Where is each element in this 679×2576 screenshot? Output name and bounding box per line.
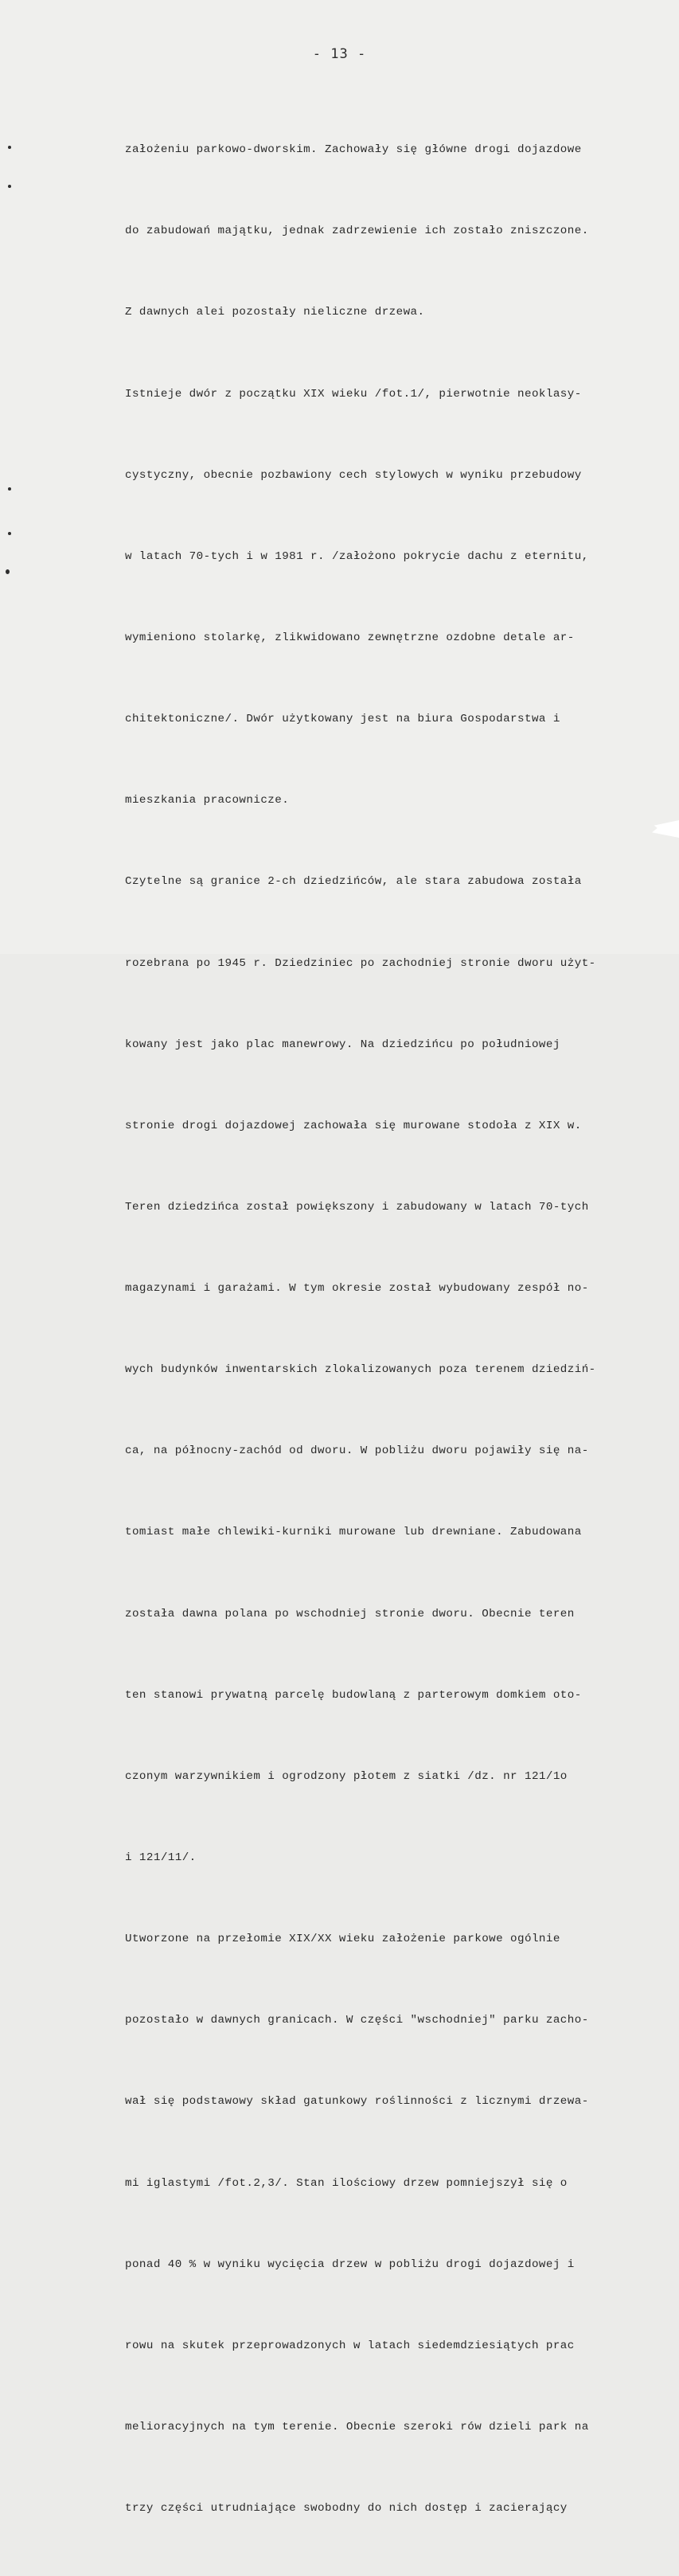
page-number: - 13 - — [312, 46, 367, 62]
margin-dot — [8, 487, 11, 491]
text-line: ten stanowi prywatną parcelę budowlaną z parterowym domkiem oto- — [125, 1688, 582, 1702]
text-line: magazynami i garażami. W tym okresie został wybudowany zespół no- — [125, 1282, 589, 1296]
text-line: stronie drogi dojazdowej zachowała się murowane stodoła z XIX w. — [125, 1119, 582, 1132]
text-line: tomiast małe chlewiki-kurniki murowane lub drewniane. Zabudowana — [125, 1526, 582, 1539]
text-line: pozostało w dawnych granicach. W części "wschodniej" parku zacho- — [125, 2014, 589, 2027]
text-line: Teren dziedzińca został powiększony i zabudowany w latach 70-tych — [125, 1200, 589, 1214]
margin-dot — [8, 185, 11, 188]
text-line: czonym warzywnikiem i ogrodzony płotem z siatki /dz. nr 121/1o — [125, 1769, 568, 1783]
text-line: mieszkania pracownicze. — [125, 794, 290, 807]
text-line: cystyczny, obecnie pozbawiony cech stylowych w wyniku przebudowy — [125, 468, 582, 482]
text-line: rowu na skutek przeprowadzonych w latach siedemdziesiątych prac — [125, 2339, 575, 2352]
margin-dot — [6, 569, 10, 574]
text-line: i 121/11/. — [125, 1851, 197, 1865]
text-line: wał się podstawowy skład gatunkowy roślinności z licznymi drzewa- — [125, 2095, 589, 2109]
text-line: melioracyjnych na tym terenie. Obecnie szeroki rów dzieli park na — [125, 2421, 589, 2434]
text-line: ponad 40 % w wyniku wycięcia drzew w pobliżu drogi dojazdowej i — [125, 2257, 575, 2271]
text-line: Istnieje dwór z początku XIX wieku /fot.1/, pierwotnie neoklasy- — [125, 387, 582, 401]
body-text — [125, 82, 674, 2576]
text-line: rozebrana po 1945 r. Dziedziniec po zachodniej stronie dworu użyt- — [125, 956, 596, 970]
text-line: ca, na północny-zachód od dworu. W pobliżu dworu pojawiły się na- — [125, 1444, 589, 1458]
text-line: Z dawnych alei pozostały nieliczne drzewa. — [125, 306, 425, 319]
text-line: wych budynków inwentarskich zlokalizowanych poza terenem dziedziń- — [125, 1363, 596, 1377]
text-line: Utworzone na przełomie XIX/XX wieku założenie parkowe ogólnie — [125, 1933, 560, 1946]
text-line: kowany jest jako plac manewrowy. Na dziedzińcu po południowej — [125, 1038, 560, 1051]
text-line: mi iglastymi /fot.2,3/. Stan ilościowy drzew pomniejszył się o — [125, 2176, 568, 2190]
text-line: wymieniono stolarkę, zlikwidowano zewnętrzne ozdobne detale ar- — [125, 631, 575, 644]
text-line: została dawna polana po wschodniej stronie dworu. Obecnie teren — [125, 1607, 575, 1620]
text-line: do zabudowań majątku, jednak zadrzewienie ich zostało zniszczone. — [125, 225, 589, 238]
margin-dot — [8, 532, 11, 535]
text-line: założeniu parkowo-dworskim. Zachowały się główne drogi dojazdowe — [125, 143, 582, 157]
text-line: chitektoniczne/. Dwór użytkowany jest na biura Gospodarstwa i — [125, 713, 560, 726]
text-line: w latach 70-tych i w 1981 r. /założono pokrycie dachu z eternitu, — [125, 549, 589, 563]
margin-dot — [8, 146, 11, 149]
text-line: trzy części utrudniające swobodny do nich dostęp i zacierający — [125, 2502, 568, 2515]
text-line: Czytelne są granice 2-ch dziedzińców, ale stara zabudowa została — [125, 875, 582, 889]
